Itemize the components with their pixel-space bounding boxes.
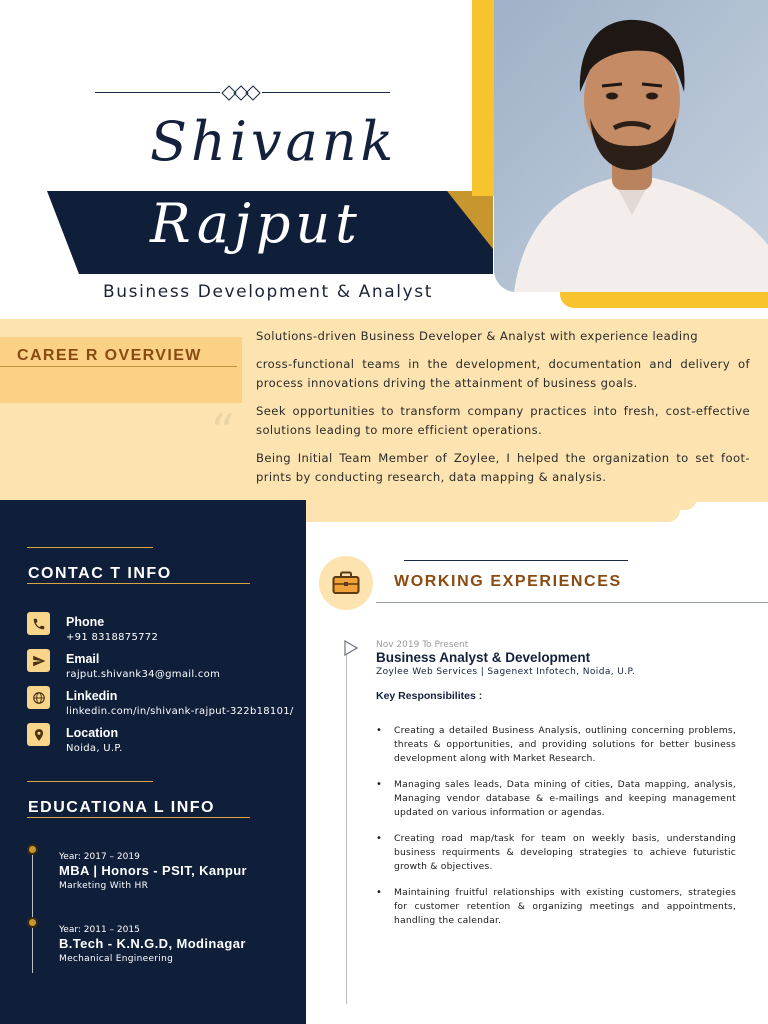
last-name: Rajput (150, 192, 362, 255)
contact-value-email[interactable]: rajput.shivank34@gmail.com (66, 669, 221, 680)
timeline-marker-icon (343, 640, 359, 656)
quote-mark-icon: “ (210, 404, 235, 460)
overview-paragraph: Seek opportunities to transform company practices into fresh, cost-effective solutions leading to more efficient operations. (256, 404, 750, 437)
education-heading-rule (27, 817, 250, 818)
work-top-rule (404, 560, 628, 561)
work-heading: WORKING EXPERIENCES (394, 573, 622, 590)
career-overview-heading-rule (0, 366, 237, 367)
education-field: Marketing With HR (59, 881, 149, 891)
contact-top-rule (27, 547, 153, 548)
responsibility-item: • Managing sales leads, Data mining of cities, Data mapping, analysis, Managing vendor database & e-mailings and keeping management updated on various information or agendas. (376, 778, 736, 820)
overview-paragraph: cross-functional teams in the development, documentation and delivery of process innovations driving the attainment of business goals. (256, 357, 750, 390)
job-title: Business Development & Analyst (103, 282, 434, 302)
overview-paragraph: Being Initial Team Member of Zoylee, I helped the organization to set foot-prints by conducting research, data mapping & analysis. (256, 451, 750, 484)
contact-value-location: Noida, U.P. (66, 743, 123, 754)
education-degree: B.Tech - K.N.G.D, Modinagar (59, 936, 246, 951)
contact-heading-rule (27, 583, 250, 584)
responsibility-item: • Maintaining fruitful relationships with existing customers, strategies for customer retention & organizing meetings and appointments, handling the calendar. (376, 886, 736, 928)
send-icon (27, 649, 50, 672)
first-name: Shivank (150, 110, 398, 173)
contact-label-email: Email (66, 652, 100, 666)
job-role: Business Analyst & Development (376, 650, 591, 665)
work-timeline (346, 654, 347, 1004)
diamond-ornament-icon (218, 83, 264, 103)
contact-heading: CONTAC T INFO (28, 565, 172, 582)
overview-paragraph: Solutions-driven Business Developer & Analyst with experience leading (256, 329, 698, 343)
contact-value-linkedin[interactable]: linkedin.com/in/shivank-rajput-322b18101/ (66, 706, 294, 717)
education-year: Year: 2011 – 2015 (59, 925, 140, 935)
education-year: Year: 2017 – 2019 (59, 852, 140, 862)
job-company: Zoylee Web Services | Sagenext Infotech, Noida, U.P. (376, 667, 636, 677)
career-overview-heading: CAREE R OVERVIEW (17, 347, 202, 364)
phone-icon (27, 612, 50, 635)
work-icon-circle (319, 556, 373, 610)
location-pin-icon (27, 723, 50, 746)
profile-photo (494, 0, 768, 292)
education-heading: EDUCATIONA L INFO (28, 799, 215, 816)
education-timeline-dot (27, 844, 38, 855)
education-timeline-dot (27, 917, 38, 928)
job-date: Nov 2019 To Present (376, 640, 469, 650)
header-rule-right (262, 92, 390, 93)
work-heading-rule (376, 602, 768, 603)
globe-icon (27, 686, 50, 709)
responsibility-item: • Creating a detailed Business Analysis, outlining concerning problems, threats & opportunities, and providing solutions for better business development along with Market Research. (376, 724, 736, 766)
education-top-rule (27, 781, 153, 782)
education-timeline (32, 848, 33, 973)
contact-label-linkedin: Linkedin (66, 689, 118, 703)
contact-value-phone[interactable]: +91 8318875772 (66, 632, 159, 643)
responsibilities-label: Key Responsibilites : (376, 690, 483, 702)
contact-label-location: Location (66, 726, 119, 740)
career-overview-text (256, 327, 750, 496)
contact-label-phone: Phone (66, 615, 105, 629)
briefcase-icon (332, 571, 360, 595)
education-field: Mechanical Engineering (59, 954, 174, 964)
responsibilities-list (376, 724, 736, 940)
education-degree: MBA | Honors - PSIT, Kanpur (59, 863, 248, 878)
header-rule-left (95, 92, 220, 93)
responsibility-item: • Creating road map/task for team on weekly basis, understanding business requirments & developing strategies to achieve futuristic growth & objectives. (376, 832, 736, 874)
